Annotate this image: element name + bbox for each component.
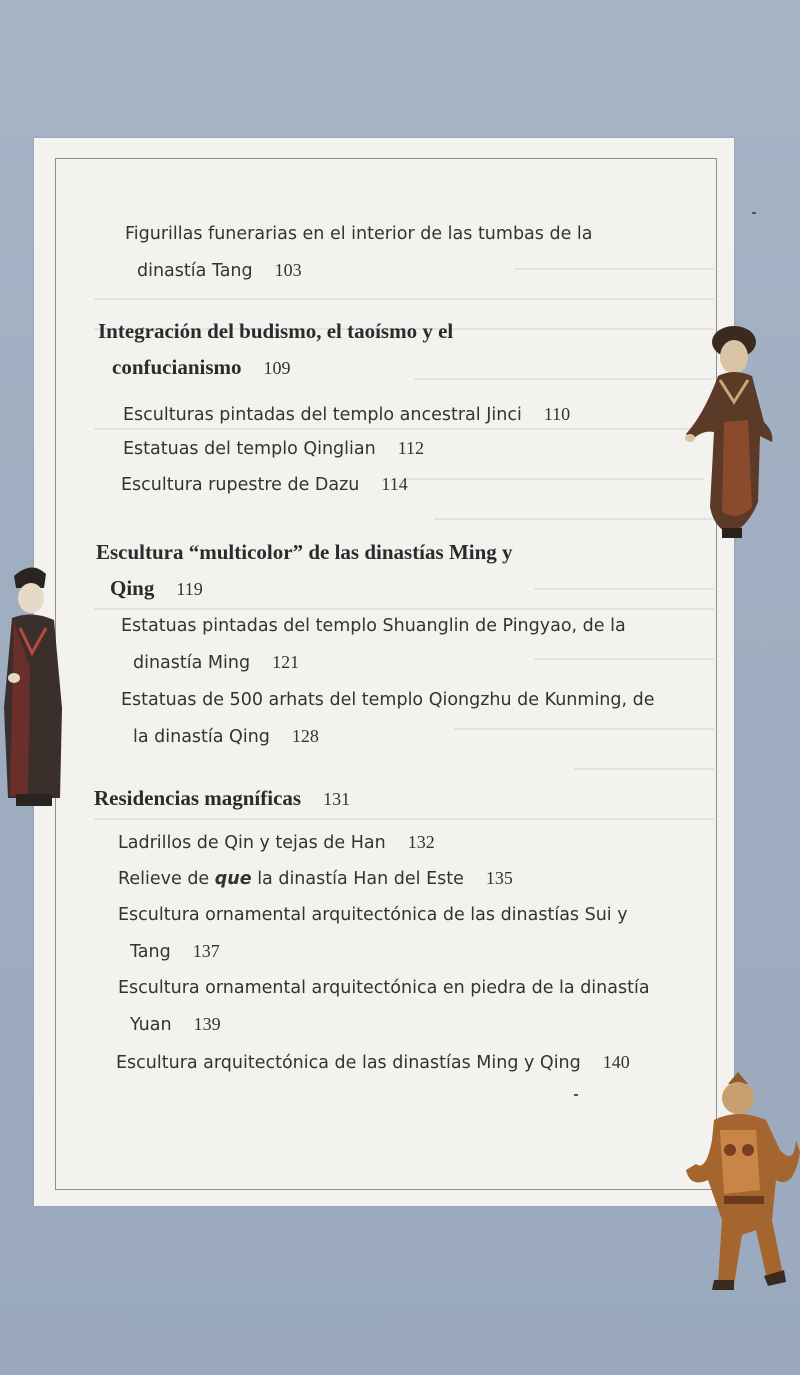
page-number: 139: [193, 1014, 221, 1034]
toc-section-multicolor[interactable]: [96, 534, 513, 607]
section-title-line2: confucianismo: [112, 355, 242, 379]
lady-figurine-left-icon: [0, 558, 72, 818]
page-number: 103: [274, 260, 302, 280]
section-title-line2: Qing: [110, 576, 155, 600]
warrior-guardian-figurine-icon: [684, 1070, 800, 1292]
toc-section-budismo[interactable]: [98, 313, 453, 386]
page-number: 121: [272, 652, 300, 672]
toc-entry-qinglian[interactable]: [123, 430, 424, 467]
entry-title-line2: Tang: [130, 942, 171, 962]
entry-title-line1: Escultura ornamental arquitectónica en piedra de la dinastía: [118, 978, 650, 998]
page-number: 110: [543, 404, 571, 424]
entry-title-after: la dinastía Han del Este: [251, 869, 464, 889]
page-number: 128: [291, 726, 319, 746]
entry-title-line1: Estatuas pintadas del templo Shuanglin de Pingyao, de la: [121, 616, 626, 636]
toc-entry-yuan[interactable]: [118, 970, 650, 1043]
page-number: 135: [485, 868, 513, 888]
toc-entry-qiongzhu[interactable]: [121, 682, 655, 755]
toc-entry-ming-qing[interactable]: [116, 1044, 630, 1081]
toc-section-residencias[interactable]: [94, 780, 350, 817]
entry-title: Esculturas pintadas del templo ancestral Jinci: [123, 405, 522, 425]
toc-entry-sui-tang[interactable]: [118, 897, 628, 970]
page-number: 119: [176, 579, 203, 599]
page-card: [34, 138, 734, 1206]
entry-title-line2: Yuan: [130, 1015, 172, 1035]
page-number: 109: [263, 358, 291, 378]
section-title: Residencias magníficas: [94, 786, 302, 810]
entry-title: Escultura arquitectónica de las dinastías Ming y Qing: [116, 1053, 581, 1073]
toc-entry-shuanglin[interactable]: [121, 608, 626, 681]
entry-title-line2: dinastía Ming: [133, 653, 251, 673]
toc-entry-figurillas[interactable]: [125, 216, 592, 289]
page-number: 140: [602, 1052, 630, 1072]
section-title-line1: Integración del budismo, el taoísmo y el: [98, 319, 454, 343]
lady-figurine-right-icon: [678, 302, 790, 542]
entry-title: Ladrillos de Qin y tejas de Han: [118, 833, 386, 853]
page-number: 137: [192, 941, 220, 961]
page-number: 132: [407, 832, 435, 852]
entry-title-line1: Escultura ornamental arquitectónica de las dinastías Sui y: [118, 905, 628, 925]
entry-title-emphasis: que: [214, 869, 252, 889]
page-number: 112: [397, 438, 425, 458]
print-speck: [574, 1094, 578, 1096]
section-title-line1: Escultura “multicolor” de las dinastías Ming y: [96, 540, 513, 564]
entry-title-line2: dinastía Tang: [137, 261, 253, 281]
table-of-contents: [34, 138, 734, 1206]
toc-entry-jinci[interactable]: [123, 396, 570, 433]
entry-title-before: Relieve de: [118, 869, 215, 889]
entry-title-line2: la dinastía Qing: [133, 727, 270, 747]
entry-title: Escultura rupestre de Dazu: [121, 475, 360, 495]
dust-speck: [752, 212, 756, 214]
entry-title-line1: Figurillas funerarias en el interior de las tumbas de la: [125, 224, 593, 244]
page-number: 114: [381, 474, 408, 494]
entry-title-line1: Estatuas de 500 arhats del templo Qiongzhu de Kunming, de: [121, 690, 655, 710]
page-number: 131: [323, 789, 351, 809]
toc-entry-relieve[interactable]: [118, 860, 513, 897]
entry-title: Estatuas del templo Qinglian: [123, 439, 376, 459]
toc-entry-dazu[interactable]: [121, 466, 408, 503]
toc-entry-ladrillos[interactable]: [118, 824, 435, 861]
